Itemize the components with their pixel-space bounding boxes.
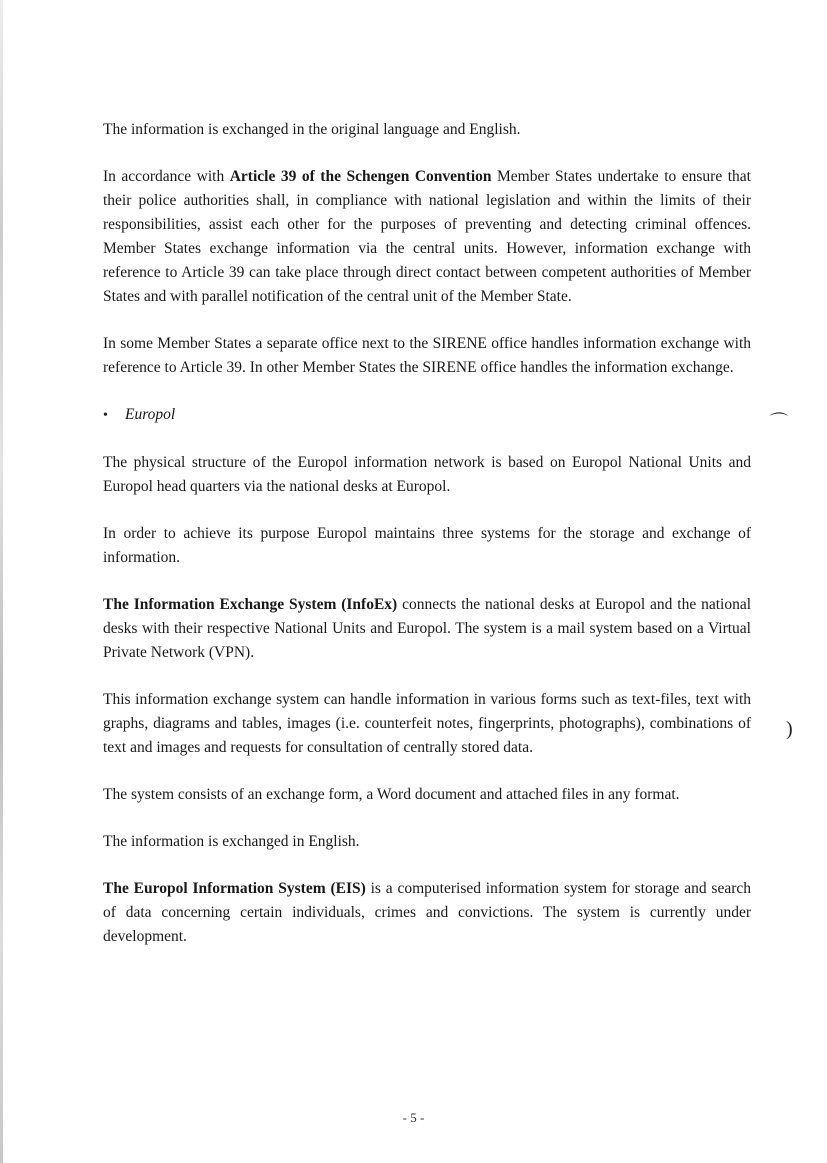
paragraph-infoex-forms: This information exchange system can handle information in various forms such as text-files, text with graphs, diagrams and tables, images (i.e. counterfeit notes, fingerprints, photographs), combinations of text and images and requests for consultation of centrally stored data. [103, 691, 751, 756]
paragraph-exchange-form: The system consists of an exchange form, a Word document and attached files in any format. [103, 786, 680, 803]
paragraph-europol-systems: In order to achieve its purpose Europol maintains three systems for the storage and exchange of information. [103, 525, 751, 566]
infoex-heading: The Information Exchange System (InfoEx) [103, 596, 398, 613]
paragraph-europol-structure: The physical structure of the Europol information network is based on Europol National Units and Europol head quarters via the national desks at Europol. [103, 454, 751, 495]
bullet-europol [103, 403, 751, 428]
page-number: - 5 - [402, 1110, 425, 1125]
paragraph-eis-post: is a computerised information system for storage and search of data concerning certain individuals, crimes and convictions. The system is currently under development. [103, 880, 752, 945]
paragraph-schengen-post: Member States undertake to ensure that their police authorities shall, in compliance with national legislation and within the limits of their responsibilities, assist each other for the purposes of preventing and detecting criminal offences. Member States exchange information via the central units. However, information exchange with reference to Article 39 can take place through direct contact between competent authorities of Member States and with parallel notification of the central unit of the Member State. [103, 168, 751, 305]
paragraph-eis [103, 877, 751, 949]
schengen-article-heading: Article 39 of the Schengen Convention [229, 168, 492, 185]
bullet-dot: • [103, 408, 108, 423]
document-body [103, 118, 751, 972]
scan-edge [0, 0, 3, 1163]
paragraph-infoex-post: connects the national desks at Europol and the national desks with their respective National Units and Europol. The system is a mail system based on a Virtual Private Network (VPN). [103, 596, 752, 661]
bullet-europol-label: Europol [125, 406, 176, 423]
paragraph-infoex [103, 593, 751, 665]
paragraph-sirene-office: In some Member States a separate office next to the SIRENE office handles information exchange with reference to Article 39. In other Member States the SIRENE office handles the information exchange. [103, 335, 751, 376]
margin-paren-mark: ) [786, 718, 793, 740]
margin-squiggle-mark: ⌒ [770, 412, 788, 432]
paragraph-original-language: The information is exchanged in the original language and English. [103, 121, 521, 138]
paragraph-english: The information is exchanged in English. [103, 833, 360, 850]
paragraph-schengen-pre: In accordance with [103, 168, 230, 185]
paragraph-schengen-article-39 [103, 165, 751, 309]
eis-heading: The Europol Information System (EIS) [103, 880, 366, 897]
